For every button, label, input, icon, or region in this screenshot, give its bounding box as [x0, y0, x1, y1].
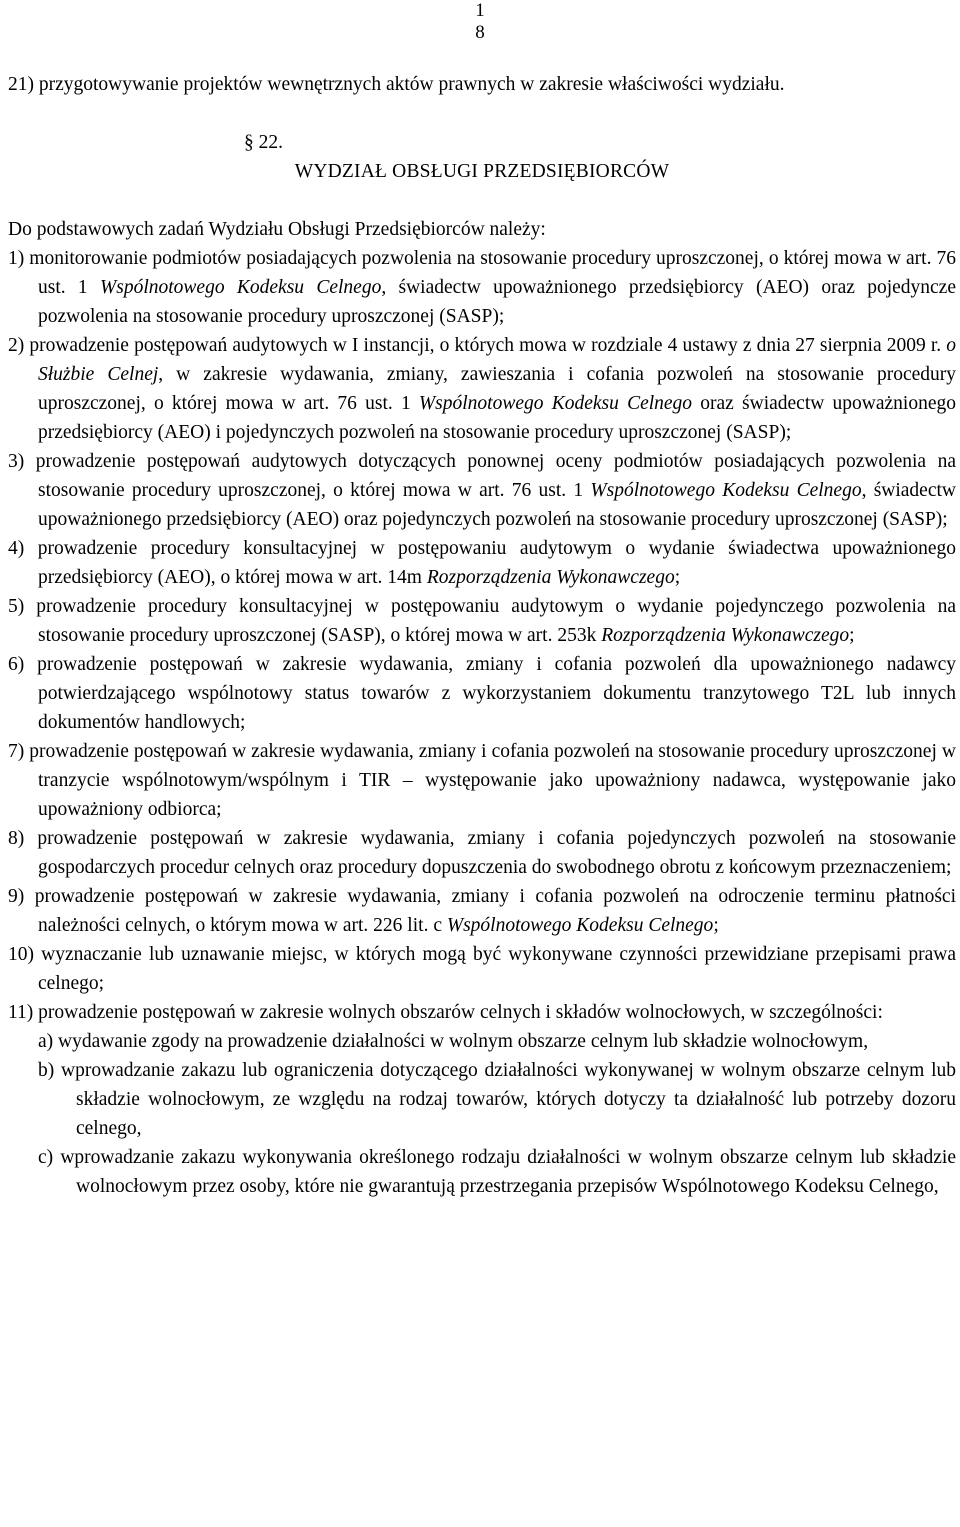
section-intro: Do podstawowych zadań Wydziału Obsługi Przedsiębiorców należy: [8, 219, 546, 240]
page-number-digit-2: 8 [475, 22, 485, 43]
list-item-7: 7) prowadzenie postępowań w zakresie wydawania, zmiany i cofania pozwoleń na stosowanie procedury uproszczonej w tranzycie wspólnotowym/wspólnym i TIR – występowanie jako upoważniony nadawca, występowanie jako upoważniony odbiorca; [8, 741, 956, 820]
list-item-5: 5) prowadzenie procedury konsultacyjnej w postępowaniu audytowym o wydanie pojedynczego pozwolenia na stosowanie procedury uproszczonej (SASP), o której mowa w art. 253k Rozporządzenia Wykonawczego; [8, 596, 956, 646]
list-item-2: 2) prowadzenie postępowań audytowych w I instancji, o których mowa w rozdziale 4 ustawy z dnia 27 sierpnia 2009 r. o Służbie Celnej, w zakresie wydawania, zmiany, zawieszania i cofania pozwoleń na stosowanie procedury uproszczonej, o której mowa w art. 76 ust. 1 Wspólnotowego Kodeksu Celnego oraz świadectw upoważnionego przedsiębiorcy (AEO) i pojedynczych pozwoleń na stosowanie procedury uproszczonej (SASP); [8, 335, 957, 443]
sub-item-b: b) wprowadzanie zakazu lub ograniczenia dotyczącego działalności wykonywanej w wolnym obszarze celnym lub składzie wolnocłowym, ze względu na rodzaj towarów, których dotyczy ta działalność lub potrzeby dozoru celnego, [38, 1060, 956, 1139]
document-body [8, 70, 956, 1201]
section-number: § 22. [244, 132, 283, 153]
sub-item-c: c) wprowadzanie zakazu wykonywania określonego rodzaju działalności w wolnym obszarze celnym lub składzie wolnocłowym przez osoby, które nie gwarantują przestrzegania przepisów Wspólnotowego Kodeksu Celnego, [38, 1147, 956, 1197]
list-item-21: 21) przygotowywanie projektów wewnętrznych aktów prawnych w zakresie właściwości wydziału. [8, 74, 785, 95]
sub-item-a: a) wydawanie zgody na prowadzenie działalności w wolnym obszarze celnym lub składzie wolnocłowym, [38, 1031, 869, 1052]
page-number-digit-1: 1 [475, 0, 485, 21]
list-item-6: 6) prowadzenie postępowań w zakresie wydawania, zmiany i cofania pozwoleń dla upoważnionego nadawcy potwierdzającego wspólnotowy status towarów z wykorzystaniem dokumentu tranzytowego T2L lub innych dokumentów handlowych; [8, 654, 956, 733]
page-number [470, 0, 490, 44]
section-title: WYDZIAŁ OBSŁUGI PRZEDSIĘBIORCÓW [294, 161, 670, 182]
list-item-1: 1) monitorowanie podmiotów posiadających pozwolenia na stosowanie procedury uproszczonej, o której mowa w art. 76 ust. 1 Wspólnotowego Kodeksu Celnego, świadectw upoważnionego przedsiębiorcy (AEO) oraz pojedyncze pozwolenia na stosowanie procedury uproszczonej (SASP); [8, 248, 956, 327]
list-item-3: 3) prowadzenie postępowań audytowych dotyczących ponownej oceny podmiotów posiadających pozwolenia na stosowanie procedury uproszczonej, o której mowa w art. 76 ust. 1 Wspólnotowego Kodeksu Celnego, świadectw upoważnionego przedsiębiorcy (AEO) oraz pojedynczych pozwoleń na stosowanie procedury uproszczonej (SASP); [8, 451, 956, 530]
list-item-4: 4) prowadzenie procedury konsultacyjnej w postępowaniu audytowym o wydanie świadectwa upoważnionego przedsiębiorcy (AEO), o której mowa w art. 14m Rozporządzenia Wykonawczego; [8, 538, 956, 588]
list-item-11: 11) prowadzenie postępowań w zakresie wolnych obszarów celnych i składów wolnocłowych, w szczególności: [8, 1002, 883, 1023]
list-item-10: 10) wyznaczanie lub uznawanie miejsc, w których mogą być wykonywane czynności przewidziane przepisami prawa celnego; [8, 944, 956, 994]
list-item-9: 9) prowadzenie postępowań w zakresie wydawania, zmiany i cofania pozwoleń na odroczenie terminu płatności należności celnych, o którym mowa w art. 226 lit. c Wspólnotowego Kodeksu Celnego; [8, 886, 956, 936]
list-item-8: 8) prowadzenie postępowań w zakresie wydawania, zmiany i cofania pojedynczych pozwoleń na stosowanie gospodarczych procedur celnych oraz procedury dopuszczenia do swobodnego obrotu z końcowym przeznaczeniem; [8, 828, 956, 878]
